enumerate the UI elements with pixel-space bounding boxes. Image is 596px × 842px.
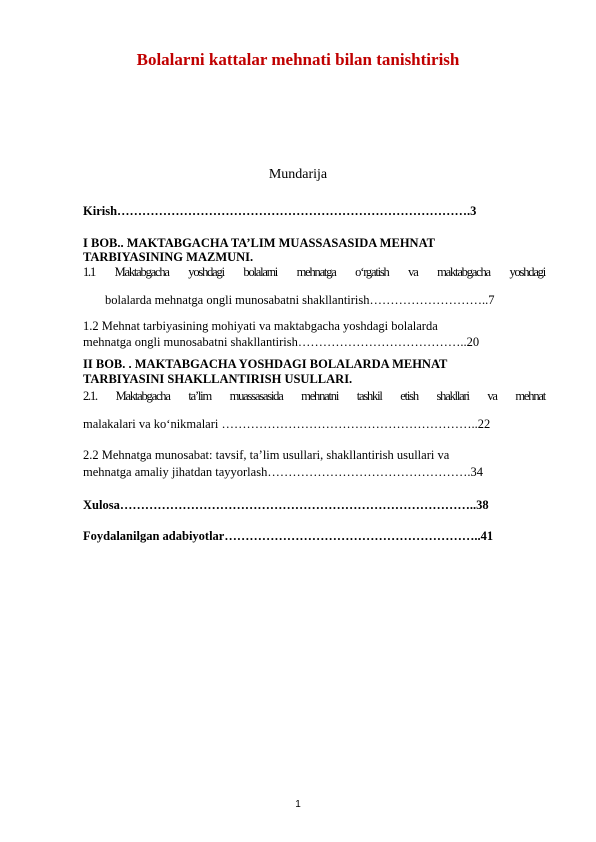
toc-entry-bob2-line2[interactable]: TARBIYASINI SHAKLLANTIRISH USULLARI. [83,372,353,386]
toc-entry-1-1-line2[interactable]: bolalarda mehnatga ongli munosabatni shakllantirish………………………..7 [105,293,495,307]
page-number: 1 [295,799,301,810]
toc-entry-adabiyot[interactable]: Foydalanilgan adabiyotlar……………………………………………………..41 [83,529,494,543]
toc-entry-xulosa[interactable]: Xulosa…………………………………………………………………………..38 [83,498,489,512]
toc-entry-1-2-line2[interactable]: mehnatga ongli munosabatni shakllantirish…………………………………..20 [83,335,480,349]
toc-entry-2-1-line2[interactable]: malakalari va ko‘nikmalari ……………………………………………………..22 [83,417,491,431]
toc-entry-2-2-line1[interactable]: 2.2 Mehnatga munosabat: tavsif, ta’lim usullari, shakllantirish usullari va [83,448,450,462]
document-title: Bolalarni kattalar mehnati bilan tanishtirish [136,50,460,69]
toc-entry-2-2-line2[interactable]: mehnatga amaliy jihatdan tayyorlash………………………………………….34 [83,465,483,479]
toc-entry-2-1-line1[interactable]: 2.1. Maktabgacha ta’lim muassasasida mehnatni tashkil etish shakllari va mehnat [83,389,545,403]
toc-entry-1-1-line1[interactable]: 1.1 Maktabgacha yoshdagi bolalarni mehnatga o‘rgatish va maktabgacha yoshdagi [83,265,545,279]
toc-entry-kirish[interactable]: Kirish………………………………………………………………………….3 [83,204,477,218]
toc-entry-bob1-line2[interactable]: TARBIYASINING MAZMUNI. [83,250,254,264]
toc-entry-1-2-line1[interactable]: 1.2 Mehnat tarbiyasining mohiyati va maktabgacha yoshdagi bolalarda [83,319,438,333]
toc-entry-bob1-line1[interactable]: I BOB.. MAKTABGACHA TA’LIM MUASSASASIDA MEHNAT [83,236,436,250]
toc-heading: Mundarija [268,167,328,182]
toc-entry-bob2-line1[interactable]: II BOB. . MAKTABGACHA YOSHDAGI BOLALARDA MEHNAT [83,357,448,371]
